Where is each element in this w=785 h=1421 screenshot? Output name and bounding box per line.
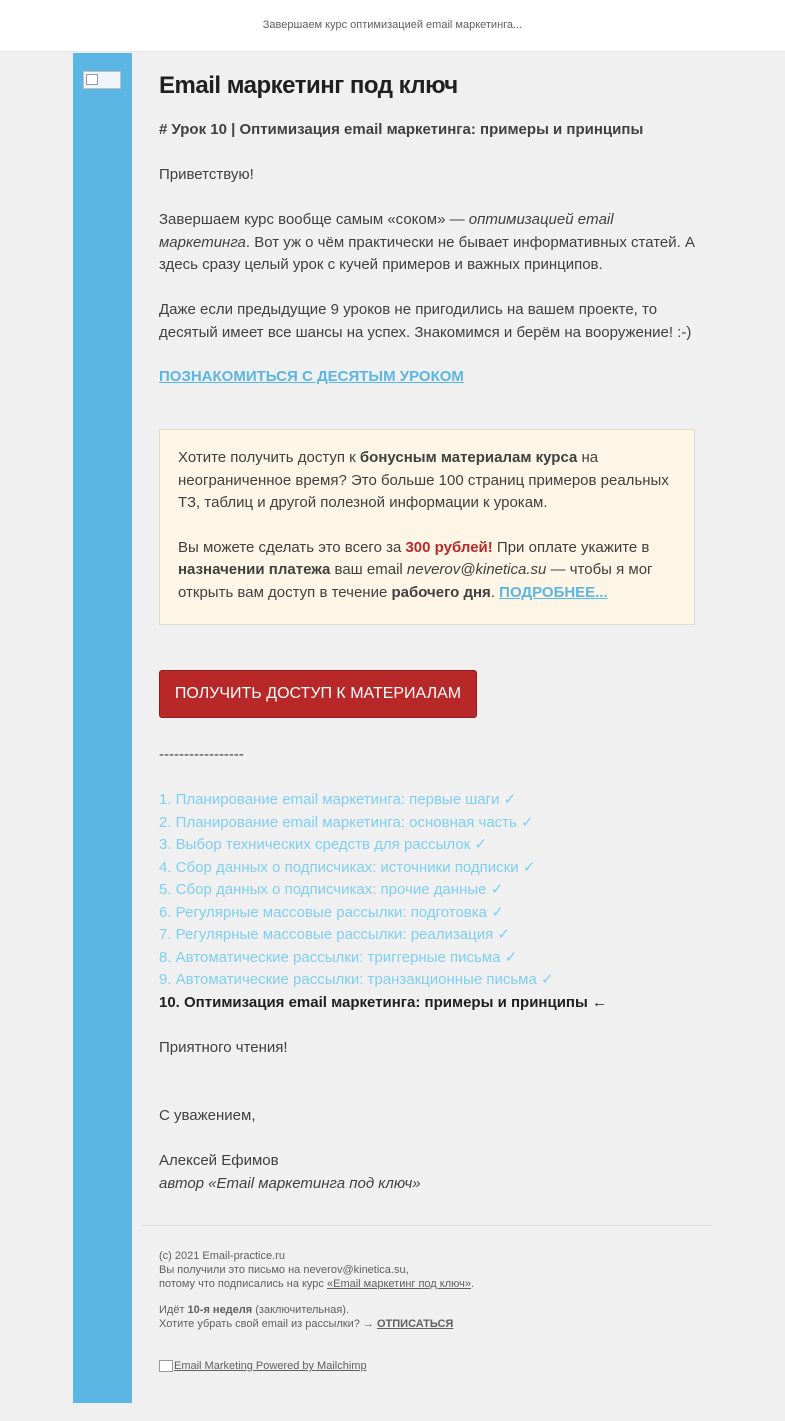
promo-text: Хотите получить доступ к [178, 449, 360, 466]
toc-item-label: 2. Планирование email маркетинга: основная часть [159, 813, 517, 831]
toc-item-current [159, 992, 695, 1015]
footer-text: . [471, 1278, 475, 1290]
toc-item[interactable] [159, 947, 695, 970]
toc-item-label: 8. Автоматические рассылки: триггерные письма [159, 948, 501, 966]
broken-image-icon [159, 1360, 173, 1372]
check-icon: ✓ [504, 948, 518, 966]
lesson-heading: # Урок 10 | Оптимизация email маркетинга: примеры и принципы [159, 121, 644, 138]
footer-received: Вы получили это письмо на neverov@kinetica.su, [159, 1264, 409, 1276]
mailchimp-badge-link[interactable]: Email Marketing Powered by Mailchimp [174, 1360, 367, 1372]
toc-item[interactable] [159, 969, 695, 992]
author-name: Алексей Ефимов [159, 1152, 279, 1169]
toc-item[interactable] [159, 834, 695, 857]
footer-info [159, 1249, 699, 1291]
mailchimp-badge[interactable] [159, 1360, 367, 1372]
footer-copyright: (с) 2021 Email-practice.ru [159, 1250, 285, 1262]
arrow-left-icon: ← [591, 993, 607, 1011]
footer-text: Идёт [159, 1304, 188, 1316]
check-icon: ✓ [491, 903, 504, 921]
check-icon: ✓ [540, 971, 554, 988]
course-toc [159, 789, 695, 1014]
toc-item[interactable] [159, 879, 695, 902]
check-icon: ✓ [497, 926, 510, 943]
toc-item-label: 7. Регулярные массовые рассылки: реализация [159, 926, 494, 943]
author-role: автор «Email маркетинга под ключ» [159, 1174, 421, 1192]
intro-italic: оптимизацией email маркетинга [159, 211, 614, 251]
broken-logo-image-icon [83, 71, 121, 89]
promo-text: При оплате укажите в [492, 538, 650, 556]
promo-email: neverov@kinetica.su [406, 561, 547, 578]
promo-text: ваш email [330, 561, 407, 578]
toc-item[interactable] [159, 924, 695, 947]
course-link[interactable]: «Email маркетинг под ключ» [326, 1278, 471, 1290]
toc-item-label: 6. Регулярные массовые рассылки: подготовка [159, 903, 488, 921]
footer-unsubscribe [159, 1317, 699, 1331]
footer-text: (заключительная). [252, 1304, 350, 1316]
promo-bold: бонусным материалам курса [359, 449, 578, 466]
promo-text: . [490, 583, 500, 601]
email-title: Email маркетинг под ключ [159, 72, 458, 99]
separator-text: ----------------- [159, 746, 244, 763]
price-label: 300 рублей! [405, 538, 493, 556]
promo-bold: рабочего дня [391, 583, 491, 601]
promo-text: Вы можете сделать это всего за [178, 538, 406, 556]
toc-item-label: 10. Оптимизация email маркетинга: примеры и принципы [159, 993, 588, 1011]
intro-text-1: Завершаем курс вообще самым «соком» — [159, 211, 469, 228]
check-icon: ✓ [503, 791, 517, 808]
intro-text-2: . Вот уж о чём практически не бывает информативных статей. А здесь сразу целый урок с кучей примеров и важных принципов. [159, 233, 695, 273]
check-icon: ✓ [474, 836, 487, 853]
footer-bold: 10-я неделя [187, 1304, 253, 1316]
sidebar-stripe [73, 53, 132, 1403]
check-icon: ✓ [521, 813, 534, 831]
toc-item[interactable] [159, 789, 695, 812]
more-details-link[interactable]: ПОДРОБНЕЕ... [499, 583, 608, 601]
promo-text: на неограниченное время? Это больше 100 страниц примеров реальных ТЗ, таблиц и другой полезной информации к урокам. [178, 449, 669, 511]
lesson-link[interactable]: ПОЗНАКОМИТЬСЯ С ДЕСЯТЫМ УРОКОМ [159, 368, 464, 385]
get-materials-button[interactable]: ПОЛУЧИТЬ ДОСТУП К МАТЕРИАЛАМ [159, 670, 477, 718]
footer-week [159, 1303, 699, 1317]
footer-text: Хотите убрать свой email из рассылки? → [159, 1318, 377, 1330]
motivation-paragraph: Даже если предыдущие 9 уроков не пригодились на вашем проекте, то десятый имеет все шансы на успех. Знакомимся и берём на вооружение! :-) [159, 301, 692, 341]
footer-subscription [159, 1303, 699, 1331]
intro-paragraph [159, 209, 695, 277]
bonus-promo-box [159, 429, 695, 625]
toc-item-label: 9. Автоматические рассылки: транзакционные письма [159, 971, 537, 988]
footer-reason [159, 1277, 699, 1291]
promo-paragraph-2 [178, 537, 674, 605]
author-block [159, 1150, 695, 1195]
toc-item-label: 5. Сбор данных о подписчиках: прочие данные [159, 881, 487, 898]
check-icon: ✓ [490, 881, 504, 898]
footer-divider [142, 1225, 712, 1226]
toc-item-label: 1. Планирование email маркетинга: первые шаги [159, 791, 500, 808]
toc-item[interactable] [159, 857, 695, 880]
greeting: Приветствую! [159, 166, 254, 183]
promo-paragraph-1 [178, 447, 674, 515]
regards-text: С уважением, [159, 1107, 256, 1124]
toc-item[interactable] [159, 902, 695, 925]
toc-item-label: 3. Выбор технических средств для рассылок [159, 836, 471, 853]
closing-text: Приятного чтения! [159, 1039, 288, 1056]
promo-text: — чтобы я мог открыть вам доступ в течение [178, 561, 653, 601]
promo-bold: назначении платежа [178, 561, 331, 578]
toc-item[interactable] [159, 812, 695, 835]
unsubscribe-link[interactable]: ОТПИСАТЬСЯ [376, 1318, 454, 1330]
email-body [132, 53, 722, 1403]
preheader-text: Завершаем курс оптимизацией email маркетинга... [0, 0, 785, 52]
footer-text: потому что подписались на курс [159, 1278, 327, 1290]
toc-item-label: 4. Сбор данных о подписчиках: источники подписки [159, 858, 519, 876]
check-icon: ✓ [522, 858, 536, 876]
